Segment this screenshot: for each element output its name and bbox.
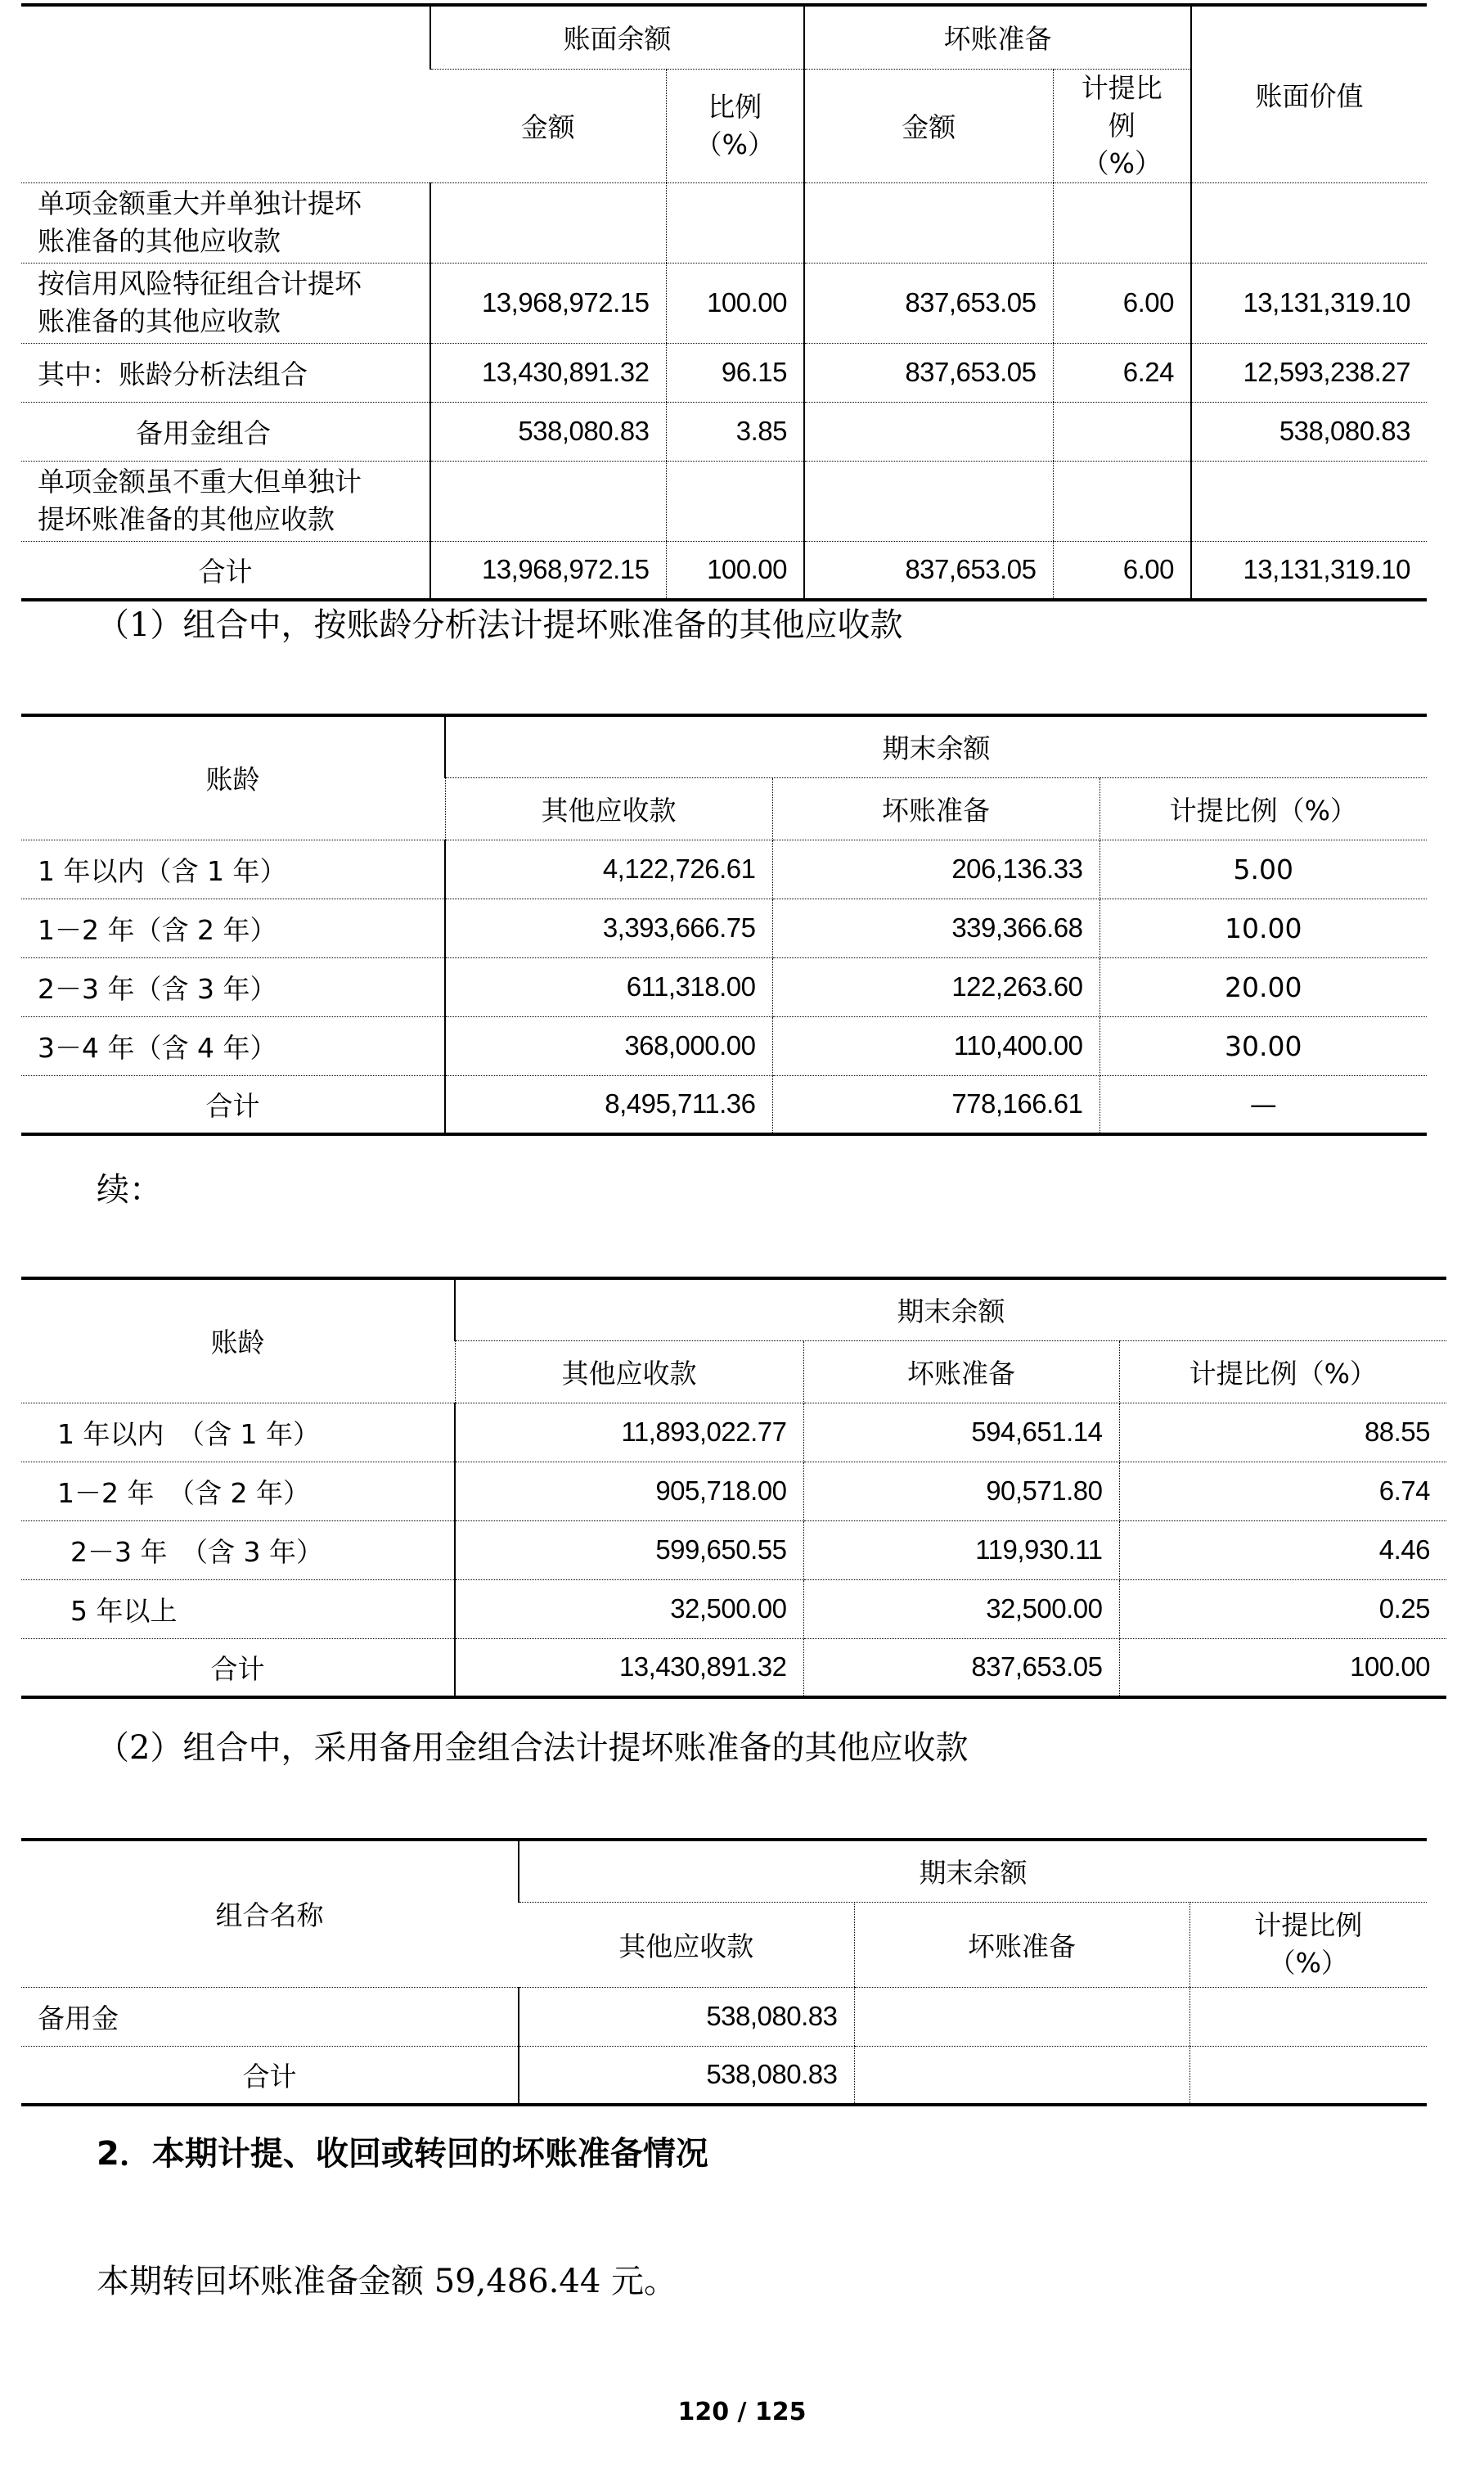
cell-bad-debt <box>854 1987 1189 2046</box>
row-label: 按信用风险特征组合计提坏 账准备的其他应收款 <box>21 263 430 343</box>
cell-receivable: 3,393,666.75 <box>445 899 772 957</box>
row-label: 合计 <box>21 541 430 600</box>
cell-bad-amount: 837,653.05 <box>804 263 1053 343</box>
cell-ratio: 3.85 <box>666 402 804 461</box>
header-period-end: 期末余额 <box>519 1840 1427 1902</box>
cell-prov-ratio <box>1053 402 1191 461</box>
row-label: 合计 <box>21 1638 455 1697</box>
cell-book-value <box>1191 182 1427 263</box>
cell-book-value: 13,131,319.10 <box>1191 263 1427 343</box>
cell-book-value: 13,131,319.10 <box>1191 541 1427 600</box>
row-label: 1－2 年（含 2 年） <box>21 899 445 957</box>
table-row <box>21 461 1427 541</box>
cell-amount: 13,968,972.15 <box>430 541 666 600</box>
cell-bad-amount: 837,653.05 <box>804 541 1053 600</box>
cell-ratio: 100.00 <box>666 263 804 343</box>
cell-ratio: 20.00 <box>1100 957 1427 1016</box>
cell-prov-ratio: 6.00 <box>1053 263 1191 343</box>
caption-petty-cash: （2）组合中，采用备用金组合法计提坏账准备的其他应收款 <box>97 1729 969 1767</box>
row-label: 备用金 <box>21 1987 519 2046</box>
row-label: 2－3 年（含 3 年） <box>21 957 445 1016</box>
petty-cash-table <box>21 1838 1427 2106</box>
header-amount: 金额 <box>430 69 666 182</box>
table-row-total <box>21 1638 1446 1697</box>
page-number: 120 / 125 <box>677 2398 807 2426</box>
cell-bad-debt: 90,571.80 <box>803 1462 1119 1520</box>
cell-ratio <box>666 461 804 541</box>
cell-amount: 538,080.83 <box>430 402 666 461</box>
cell-ratio: 10.00 <box>1100 899 1427 957</box>
header-bad-debt: 坏账准备 <box>854 1902 1189 1987</box>
table-row <box>21 1462 1446 1520</box>
cell-bad-debt: 206,136.33 <box>772 840 1100 899</box>
cell-ratio: 0.25 <box>1119 1579 1446 1638</box>
bad-debt-summary-table <box>21 3 1427 601</box>
cell-amount <box>430 461 666 541</box>
cell-bad-amount <box>804 182 1053 263</box>
continued-label: 续： <box>97 1171 162 1209</box>
header-aging: 账龄 <box>21 715 445 840</box>
table-row-total <box>21 1075 1427 1134</box>
row-label: 合计 <box>21 2046 519 2105</box>
cell-ratio <box>1189 2046 1427 2105</box>
cell-bad-debt: 778,166.61 <box>772 1075 1100 1134</box>
cell-ratio <box>1189 1987 1427 2046</box>
cell-ratio: 96.15 <box>666 343 804 402</box>
header-group-name: 组合名称 <box>21 1840 519 1987</box>
header-period-end: 期末余额 <box>455 1278 1446 1340</box>
header-bad-debt: 坏账准备 <box>804 5 1191 69</box>
row-label: 备用金组合 <box>21 402 430 461</box>
cell-bad-debt: 122,263.60 <box>772 957 1100 1016</box>
table-row <box>21 402 1427 461</box>
header-ratio: 比例 （%） <box>666 69 804 182</box>
row-label: 5 年以上 <box>21 1579 455 1638</box>
table-row-total <box>21 2046 1427 2105</box>
aging-analysis-continued-table <box>21 1277 1446 1699</box>
cell-ratio: 5.00 <box>1100 840 1427 899</box>
row-label: 1 年以内（含 1 年） <box>21 840 445 899</box>
cell-bad-debt: 339,366.68 <box>772 899 1100 957</box>
header-book-value: 账面价值 <box>1191 5 1427 182</box>
table-row <box>21 899 1427 957</box>
header-aging: 账龄 <box>21 1278 455 1403</box>
table-row <box>21 182 1427 263</box>
table-row <box>21 1403 1446 1462</box>
cell-book-value: 538,080.83 <box>1191 402 1427 461</box>
cell-receivable: 8,495,711.36 <box>445 1075 772 1134</box>
row-label: 其中：账龄分析法组合 <box>21 343 430 402</box>
cell-amount <box>430 182 666 263</box>
cell-bad-amount <box>804 402 1053 461</box>
cell-ratio: 100.00 <box>666 541 804 600</box>
cell-prov-ratio <box>1053 461 1191 541</box>
aging-analysis-table <box>21 714 1427 1136</box>
cell-receivable: 538,080.83 <box>519 1987 854 2046</box>
caption-aging-method: （1）组合中，按账龄分析法计提坏账准备的其他应收款 <box>97 606 903 644</box>
cell-ratio: 88.55 <box>1119 1403 1446 1462</box>
row-label: 1－2 年 （含 2 年） <box>21 1462 455 1520</box>
table-row <box>21 1987 1427 2046</box>
row-label: 2－3 年 （含 3 年） <box>21 1520 455 1579</box>
cell-receivable: 611,318.00 <box>445 957 772 1016</box>
cell-amount: 13,430,891.32 <box>430 343 666 402</box>
cell-prov-ratio: 6.24 <box>1053 343 1191 402</box>
cell-bad-debt: 110,400.00 <box>772 1016 1100 1075</box>
table-row <box>21 343 1427 402</box>
cell-bad-debt: 594,651.14 <box>803 1403 1119 1462</box>
cell-receivable: 538,080.83 <box>519 2046 854 2105</box>
cell-book-value <box>1191 461 1427 541</box>
cell-bad-debt <box>854 2046 1189 2105</box>
cell-book-value: 12,593,238.27 <box>1191 343 1427 402</box>
section-body-text: 本期转回坏账准备金额 59,486.44 元。 <box>97 2263 677 2300</box>
cell-bad-debt: 837,653.05 <box>803 1638 1119 1697</box>
cell-prov-ratio: 6.00 <box>1053 541 1191 600</box>
table-row <box>21 957 1427 1016</box>
cell-receivable: 32,500.00 <box>455 1579 803 1638</box>
cell-receivable: 11,893,022.77 <box>455 1403 803 1462</box>
cell-ratio: — <box>1100 1075 1427 1134</box>
table-row <box>21 1579 1446 1638</box>
cell-bad-debt: 32,500.00 <box>803 1579 1119 1638</box>
row-label: 单项金额重大并单独计提坏 账准备的其他应收款 <box>21 182 430 263</box>
table-row <box>21 1016 1427 1075</box>
cell-ratio <box>666 182 804 263</box>
table-row <box>21 840 1427 899</box>
cell-receivable: 599,650.55 <box>455 1520 803 1579</box>
cell-ratio: 4.46 <box>1119 1520 1446 1579</box>
row-label: 1 年以内 （含 1 年） <box>21 1403 455 1462</box>
cell-bad-debt: 119,930.11 <box>803 1520 1119 1579</box>
header-prov-ratio: 计提比例（%） <box>1119 1340 1446 1403</box>
cell-ratio: 100.00 <box>1119 1638 1446 1697</box>
header-prov-ratio: 计提比例（%） <box>1100 777 1427 840</box>
header-bad-amount: 金额 <box>804 69 1053 182</box>
cell-receivable: 905,718.00 <box>455 1462 803 1520</box>
cell-bad-amount <box>804 461 1053 541</box>
cell-prov-ratio <box>1053 182 1191 263</box>
header-receivable: 其他应收款 <box>445 777 772 840</box>
cell-receivable: 13,430,891.32 <box>455 1638 803 1697</box>
header-book-balance: 账面余额 <box>430 5 804 69</box>
header-receivable: 其他应收款 <box>455 1340 803 1403</box>
cell-receivable: 368,000.00 <box>445 1016 772 1075</box>
cell-amount: 13,968,972.15 <box>430 263 666 343</box>
header-blank <box>21 5 430 182</box>
header-bad-debt: 坏账准备 <box>772 777 1100 840</box>
header-receivable: 其他应收款 <box>519 1902 854 1987</box>
cell-ratio: 6.74 <box>1119 1462 1446 1520</box>
header-provision-ratio: 计提比例 （%） <box>1053 69 1191 182</box>
table-row <box>21 1520 1446 1579</box>
row-label: 单项金额虽不重大但单独计 提坏账准备的其他应收款 <box>21 461 430 541</box>
cell-bad-amount: 837,653.05 <box>804 343 1053 402</box>
row-label: 3－4 年（含 4 年） <box>21 1016 445 1075</box>
cell-receivable: 4,122,726.61 <box>445 840 772 899</box>
header-period-end: 期末余额 <box>445 715 1427 777</box>
header-bad-debt: 坏账准备 <box>803 1340 1119 1403</box>
row-label: 合计 <box>21 1075 445 1134</box>
header-prov-ratio: 计提比例 （%） <box>1189 1902 1427 1987</box>
table-row <box>21 263 1427 343</box>
table-row-total <box>21 541 1427 600</box>
section-title: 2．本期计提、收回或转回的坏账准备情况 <box>97 2135 708 2173</box>
cell-ratio: 30.00 <box>1100 1016 1427 1075</box>
